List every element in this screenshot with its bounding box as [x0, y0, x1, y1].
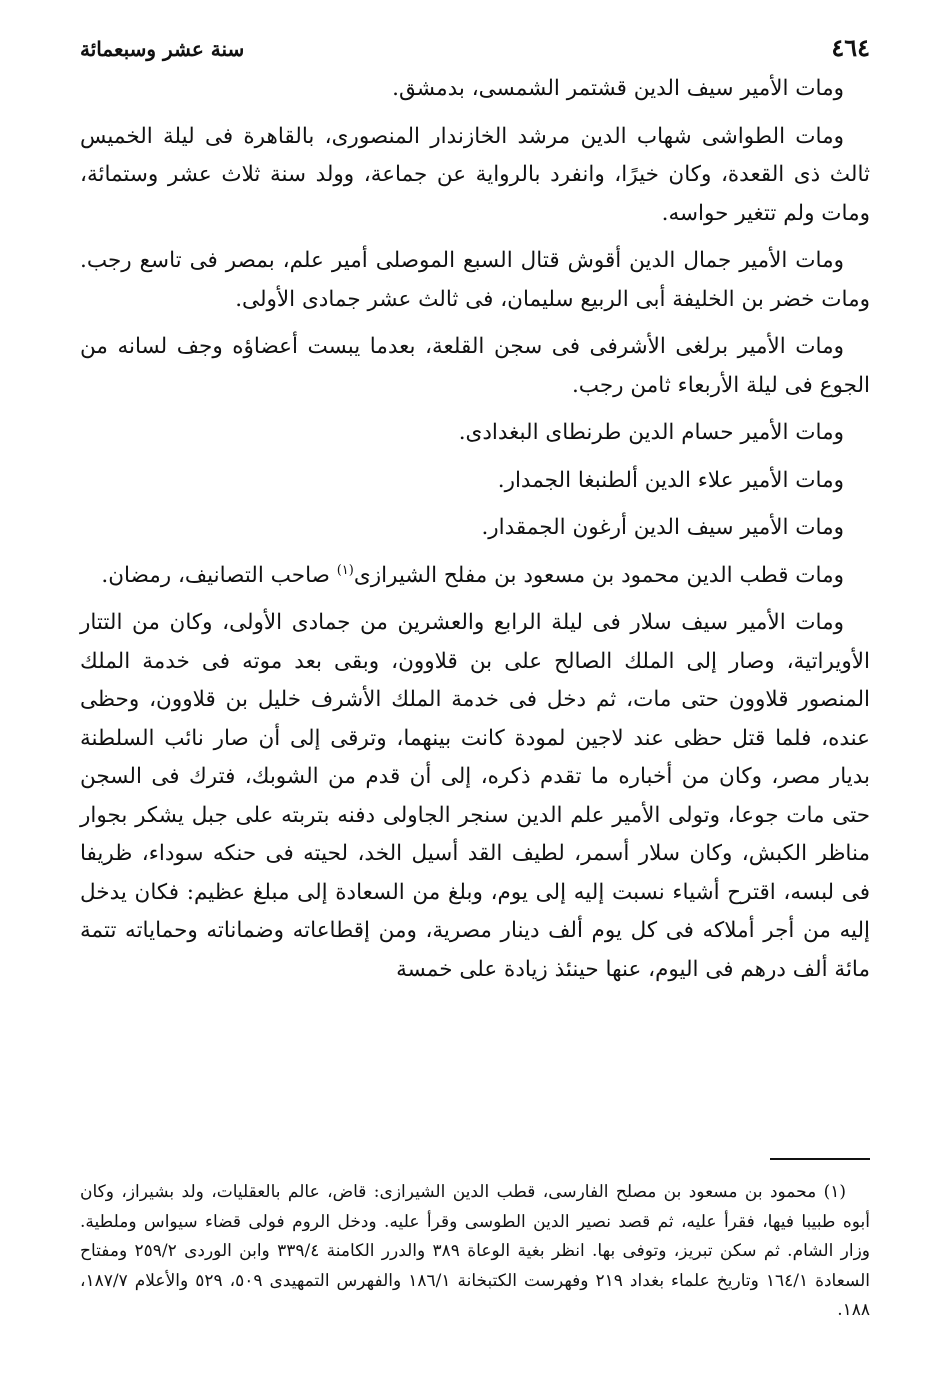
footnote-marker: (١): [336, 562, 354, 578]
book-page: [80, 28, 871, 1320]
paragraph: ومات الأمير برلغى الأشرفى فى سجن القلعة، بعدما يبست أعضاؤه وجف لسانه من الجوع فى ليلة الأربعاء ثامن رجب.: [80, 334, 870, 398]
footnote-divider: [770, 1158, 870, 1160]
main-text: [80, 70, 870, 989]
paragraph: ومات الأمير جمال الدين أقوش قتال السبع الموصلى أمير علم، بمصر فى تاسع رجب. ومات خضر بن الخليفة أبى الربيع سليمان، فى ثالث عشر جمادى الأولى.: [80, 248, 870, 312]
paragraph: ومات الأمير سيف سلار فى ليلة الرابع والعشرين من جمادى الأولى، وكان من التتار الأويراتية، وصار إلى الملك الصالح على بن قلاوون، وبقى بعد موته فى خدمة الملك المنصور قلاوون حتى مات، ثم دخل فى خدمة الملك الأشرف خليل بن قلاوون، وحظى عنده، فلما قتل حظى عند لاجين لمودة كانت بينهما، وترقى إلى أن صار نائب السلطنة بديار مصر، وكان من أخباره ما تقدم ذكره، إلى أن قدم من الشوبك، فترك فى السجن حتى مات جوعا، وتولى الأمير علم الدين سنجر الجاولى دفنه بتربته على جبل يشكر بجوار مناظر الكبش، وكان سلار أسمر، لطيف القد أسيل الخد، لحيته فى حنكه سوداء، ظريفا فى لبسه، اقترح أشياء نسبت إليه إلى يوم، وبلغ من السعادة إلى مبلغ عظيم: فكان يدخل إليه من أجر أملاكه فى كل يوم ألف دينار مصرية، ومن إقطاعاته وضماناته وحماياته تتمة مائة ألف درهم فى اليوم، عنها حينئذ زيادة على خمسة: [80, 610, 870, 982]
paragraph: ومات الأمير سيف الدين قشتمر الشمسى، بدمشق.: [392, 76, 844, 101]
paragraph: ومات الطواشى شهاب الدين مرشد الخازندار المنصورى، بالقاهرة فى ليلة الخميس ثالث ذى القعدة، وكان خيرًا، وانفرد بالرواية عن جماعة، وولد سنة ثلاث عشر وستمائة، ومات ولم تتغير حواسه.: [80, 123, 870, 226]
paragraph-text: ومات قطب الدين محمود بن مسعود بن مفلح الشيرازى: [353, 562, 844, 588]
footnotes: [80, 1178, 870, 1326]
paragraph: ومات الأمير علاء الدين ألطنبغا الجمدار.: [497, 467, 844, 493]
footnote: (١) محمود بن مسعود بن مصلح الفارسى، قطب الدين الشيرازى: قاض، عالم بالعقليات، ولد بشيراز، وكان أبوه طبيبا فيها، فقرأ عليه، ثم قصد نصير الدين الطوسى وقرأ عليه. ودخل الروم فولى قضاء سيواس وملطية. وزار الشام. ثم سكن تبريز، وتوفى بها. انظر بغية الوعاة ٣٨٩ والدرر الكامنة ٣٣٩/٤ وابن الوردى ٢٥٩/٢ ومفتاح السعادة ١٦٤/١ وتاريخ علماء بغداد ٢١٩ وفهرست الكتبخانة ١٨٦/١ والفهرس التمهيدى ٥٠٩، ٥٢٩ والأعلام ١٨٧/٧، ١٨٨.: [80, 1182, 871, 1320]
paragraph-text: صاحب التصانيف، رمضان.: [101, 562, 337, 588]
paragraph-with-note: [80, 557, 870, 596]
running-title: سنة عشر وسبعمائة: [80, 37, 245, 61]
page-header: [80, 28, 870, 70]
page-number: ٤٦٤: [831, 33, 870, 62]
paragraph: ومات الأمير سيف الدين أرغون الجمقدار.: [481, 515, 844, 540]
paragraph: ومات الأمير حسام الدين طرنطاى البغدادى.: [458, 420, 844, 445]
